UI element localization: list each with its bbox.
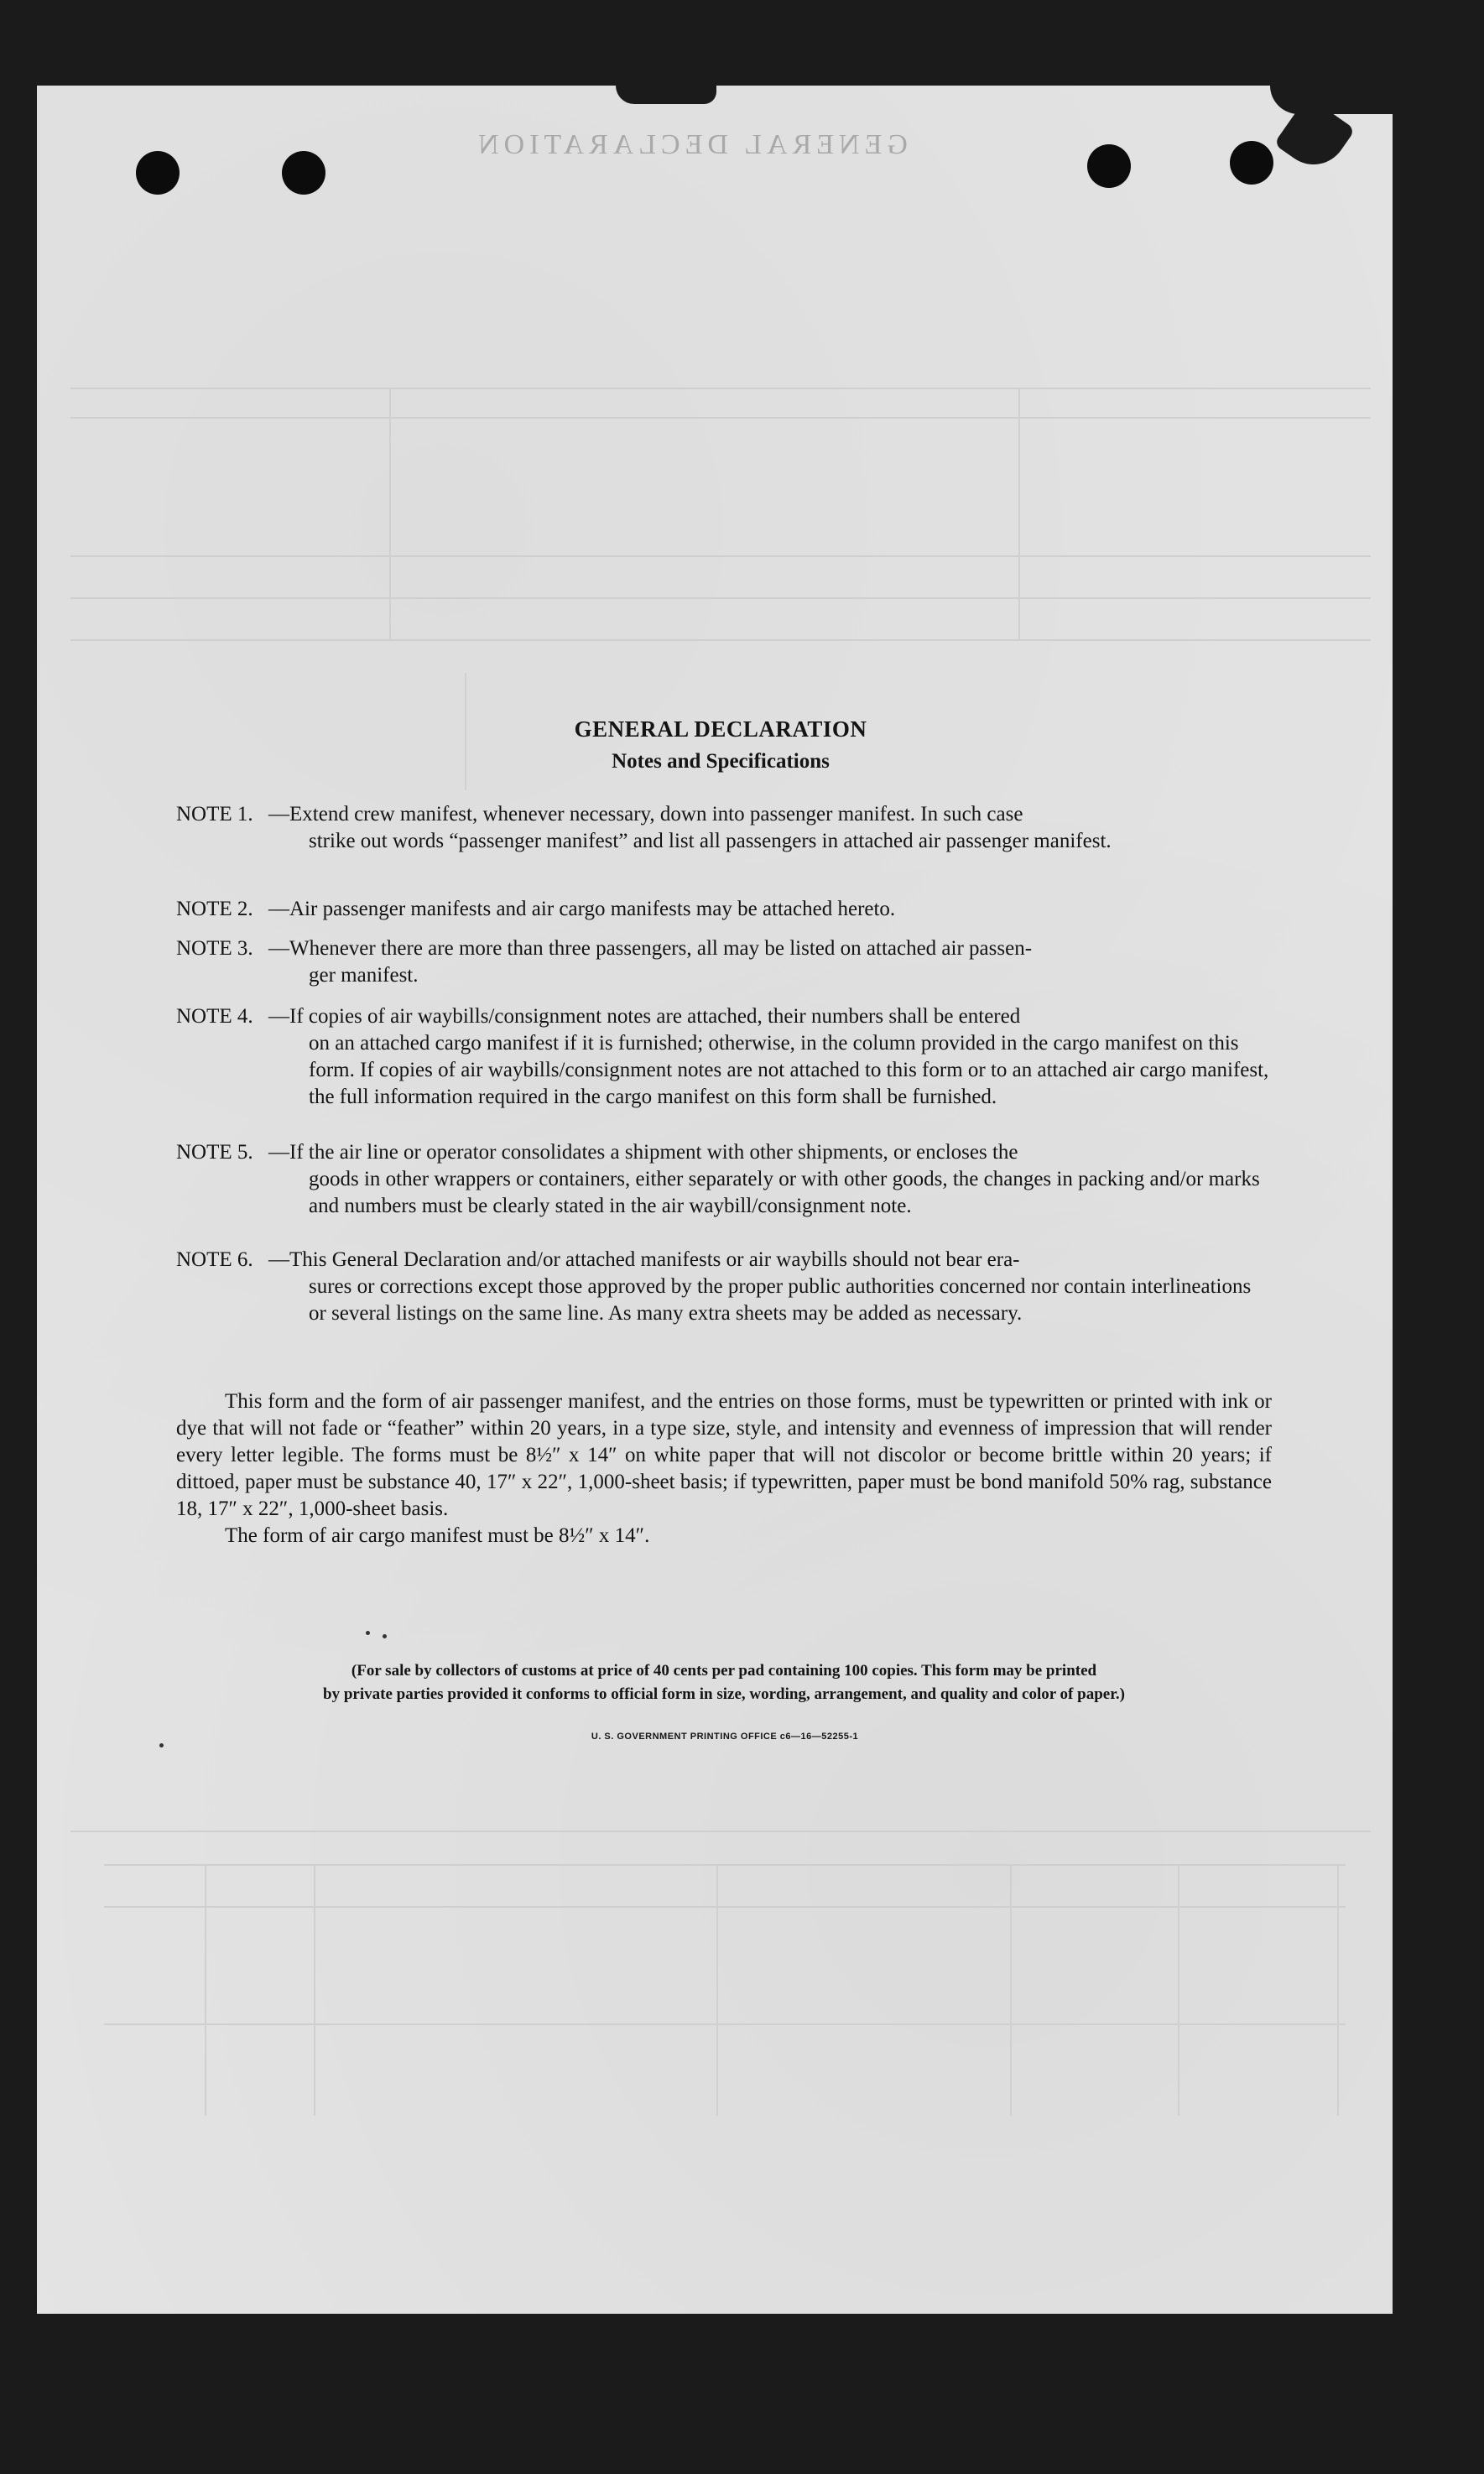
speck (159, 1743, 164, 1747)
page-subtitle: Notes and Specifications (612, 750, 830, 773)
page-title: GENERAL DECLARATION (574, 716, 867, 742)
note-text: —Whenever there are more than three passengers, all may be listed on attached air passen- (268, 937, 1033, 960)
note-label: NOTE 1. (176, 803, 253, 826)
paragraph-text: This form and the form of air passenger manifest, and the entries on those forms, must be typewritten or printed with ink or dye that will not fade or “feather” within 20 years, in a type size, style, and intensity and evenness of impression that will render every letter legible. The forms must be 8½″ x 14″ on white paper that will not discolor or become brittle within 20 years; if dittoed, paper must be substance 40, 17″ x 22″, 1,000-sheet basis; if typewritten, paper must be bond manifold 50% rag, substance 18, 17″ x 22″, 1,000-sheet basis. (176, 1390, 1272, 1520)
note-2 (176, 896, 1272, 923)
note-text: —This General Declaration and/or attached manifests or air waybills should not bear era- (268, 1248, 1020, 1271)
speck (366, 1631, 370, 1635)
note-text: —Air passenger manifests and air cargo manifests may be attached hereto. (268, 898, 896, 920)
note-label: NOTE 5. (176, 1141, 253, 1164)
sale-notice (176, 1659, 1272, 1706)
note-text: strike out words “passenger manifest” and list all passengers in attached air passenger manifest. (309, 830, 1112, 852)
note-1 (176, 801, 1272, 855)
sale-notice-line: by private parties provided it conforms to official form in size, wording, arrangement, and quality and color of paper.) (323, 1685, 1125, 1703)
note-label: NOTE 3. (176, 937, 253, 960)
paragraph-text: The form of air cargo manifest must be 8½″ x 14″. (225, 1524, 650, 1547)
note-text: goods in other wrappers or containers, either separately or with other goods, the changes in packing and/or marks and numbers must be clearly stated in the air waybill/consignment note. (309, 1168, 1260, 1217)
note-text: sures or corrections except those approved by the proper public authorities concerned nor contain interlineations or several listings on the same line. As many extra sheets may be added as necessary. (309, 1275, 1252, 1325)
note-text: —If the air line or operator consolidates a shipment with other shipments, or encloses the (268, 1141, 1018, 1164)
note-label: NOTE 6. (176, 1248, 253, 1271)
speck (383, 1634, 387, 1638)
document-content (37, 86, 1393, 2314)
note-3 (176, 935, 1272, 989)
note-5 (176, 1139, 1272, 1220)
note-text: ger manifest. (309, 964, 419, 987)
bleed-through-heading: GENERAL DECLARATION (473, 129, 908, 160)
note-6 (176, 1247, 1272, 1327)
note-text: —If copies of air waybills/consignment notes are attached, their numbers shall be entered (268, 1005, 1021, 1028)
note-label: NOTE 4. (176, 1005, 253, 1028)
note-4 (176, 1003, 1272, 1111)
form-requirements-paragraph (176, 1388, 1272, 1550)
note-label: NOTE 2. (176, 898, 253, 920)
note-text: on an attached cargo manifest if it is furnished; otherwise, in the column provided in the cargo manifest on this form. If copies of air waybills/consignment notes are not attached to this form or to an attached air cargo manifest, the full information required in the cargo manifest on this form shall be furnished. (309, 1032, 1269, 1108)
note-text: —Extend crew manifest, whenever necessary, down into passenger manifest. In such case (268, 803, 1023, 826)
sale-notice-line: (For sale by collectors of customs at price of 40 cents per pad containing 100 copies. This form may be printed (351, 1662, 1097, 1680)
document-sheet (37, 86, 1393, 2314)
printer-imprint: U. S. GOVERNMENT PRINTING OFFICE c6—16—52255-1 (591, 1732, 859, 1742)
